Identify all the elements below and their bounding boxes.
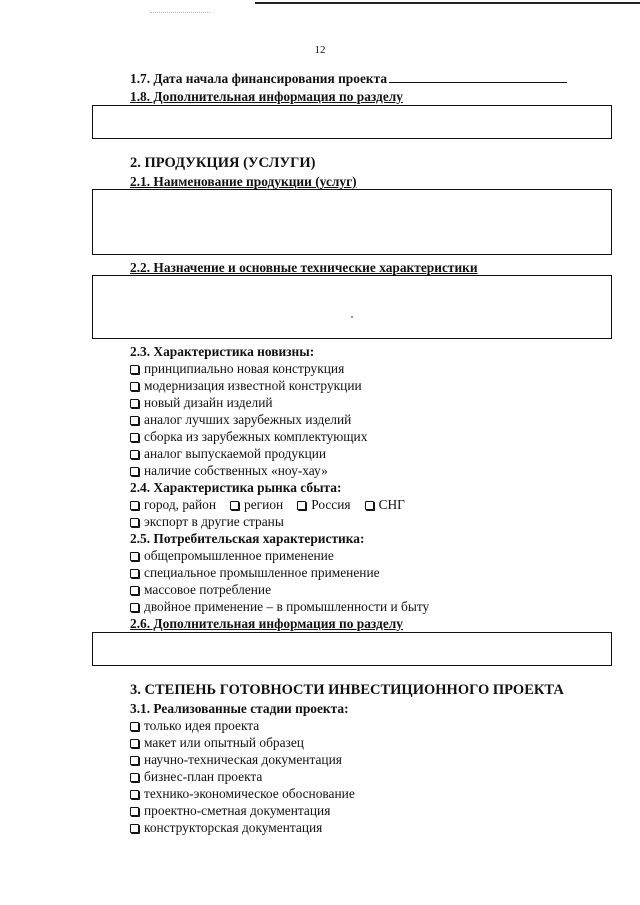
field-2-6-label: 2.6. Дополнительная информация по разделу	[130, 616, 403, 631]
checkbox-icon[interactable]	[130, 382, 139, 391]
checkbox-icon[interactable]	[130, 501, 139, 510]
consumer-option[interactable]: специальное промышленное применение	[130, 564, 620, 581]
stage-option[interactable]: только идея проекта	[130, 717, 620, 734]
field-2-2-box[interactable]	[92, 275, 612, 339]
consumer-option[interactable]: двойное применение – в промышленности и быту	[130, 598, 620, 615]
field-1-8-label: 1.8. Дополнительная информация по разделу	[130, 89, 403, 104]
checkbox-icon[interactable]	[130, 586, 139, 595]
consumer-option[interactable]: общепромышленное применение	[130, 547, 620, 564]
top-rule	[255, 2, 640, 4]
stage-option[interactable]: научно-техническая документация	[130, 751, 620, 768]
stage-option[interactable]: проектно-сметная документация	[130, 802, 620, 819]
checkbox-icon[interactable]	[130, 365, 139, 374]
checkbox-icon[interactable]	[365, 501, 374, 510]
field-2-2-label: 2.2. Назначение и основные технические характеристики	[130, 260, 478, 275]
checkbox-icon[interactable]	[130, 824, 139, 833]
checkbox-icon[interactable]	[130, 518, 139, 527]
checkbox-icon[interactable]	[230, 501, 239, 510]
market-option-region[interactable]: регион	[230, 497, 283, 512]
field-2-3-label: 2.3. Характеристика новизны:	[130, 344, 315, 359]
field-3-1-label: 3.1. Реализованные стадии проекта:	[130, 701, 349, 716]
page-number: 12	[314, 44, 326, 56]
section-3-heading: 3. СТЕПЕНЬ ГОТОВНОСТИ ИНВЕСТИЦИОННОГО ПРОЕКТА	[130, 682, 564, 698]
checkbox-icon[interactable]	[130, 807, 139, 816]
checkbox-icon[interactable]	[130, 450, 139, 459]
novelty-option[interactable]: новый дизайн изделий	[130, 394, 620, 411]
novelty-option[interactable]: наличие собственных «ноу-хау»	[130, 462, 620, 479]
checkbox-icon[interactable]	[297, 501, 306, 510]
checkbox-icon[interactable]	[130, 722, 139, 731]
checkbox-icon[interactable]	[130, 569, 139, 578]
checkbox-icon[interactable]	[130, 790, 139, 799]
field-1-7-input-line[interactable]	[389, 70, 567, 83]
market-option-city[interactable]: город, район	[130, 497, 216, 512]
market-option-export[interactable]: экспорт в другие страны	[130, 513, 620, 530]
form-content	[130, 70, 620, 836]
field-1-8-box[interactable]	[92, 105, 612, 139]
market-option-cis[interactable]: СНГ	[365, 497, 405, 512]
checkbox-icon[interactable]	[130, 552, 139, 561]
stage-option[interactable]: конструкторская документация	[130, 819, 620, 836]
field-2-5-label: 2.5. Потребительская характеристика:	[130, 531, 365, 546]
novelty-option[interactable]: модернизация известной конструкции	[130, 377, 620, 394]
checkbox-icon[interactable]	[130, 756, 139, 765]
checkbox-icon[interactable]	[130, 433, 139, 442]
field-1-7-label: 1.7. Дата начала финансирования проекта	[130, 71, 388, 86]
stage-option[interactable]: макет или опытный образец	[130, 734, 620, 751]
market-inline-options	[130, 496, 620, 513]
stage-option[interactable]: бизнес-план проекта	[130, 768, 620, 785]
field-1-7	[130, 70, 620, 87]
field-2-4-label: 2.4. Характеристика рынка сбыта:	[130, 480, 342, 495]
novelty-option[interactable]: сборка из зарубежных комплектующих	[130, 428, 620, 445]
checkbox-icon[interactable]	[130, 603, 139, 612]
field-2-1-label: 2.1. Наименование продукции (услуг)	[130, 174, 357, 189]
scan-artifact	[150, 12, 210, 14]
checkbox-icon[interactable]	[130, 773, 139, 782]
novelty-option[interactable]: аналог выпускаемой продукции	[130, 445, 620, 462]
checkbox-icon[interactable]	[130, 739, 139, 748]
market-option-russia[interactable]: Россия	[297, 497, 350, 512]
checkbox-icon[interactable]	[130, 399, 139, 408]
novelty-option[interactable]: принципиально новая конструкция	[130, 360, 620, 377]
section-2-heading: 2. ПРОДУКЦИЯ (УСЛУГИ)	[130, 155, 316, 171]
field-2-1-box[interactable]	[92, 189, 612, 255]
checkbox-icon[interactable]	[130, 416, 139, 425]
consumer-option[interactable]: массовое потребление	[130, 581, 620, 598]
scan-speck	[351, 316, 353, 318]
field-2-6-box[interactable]	[92, 632, 612, 666]
checkbox-icon[interactable]	[130, 467, 139, 476]
novelty-option[interactable]: аналог лучших зарубежных изделий	[130, 411, 620, 428]
stage-option[interactable]: технико-экономическое обоснование	[130, 785, 620, 802]
